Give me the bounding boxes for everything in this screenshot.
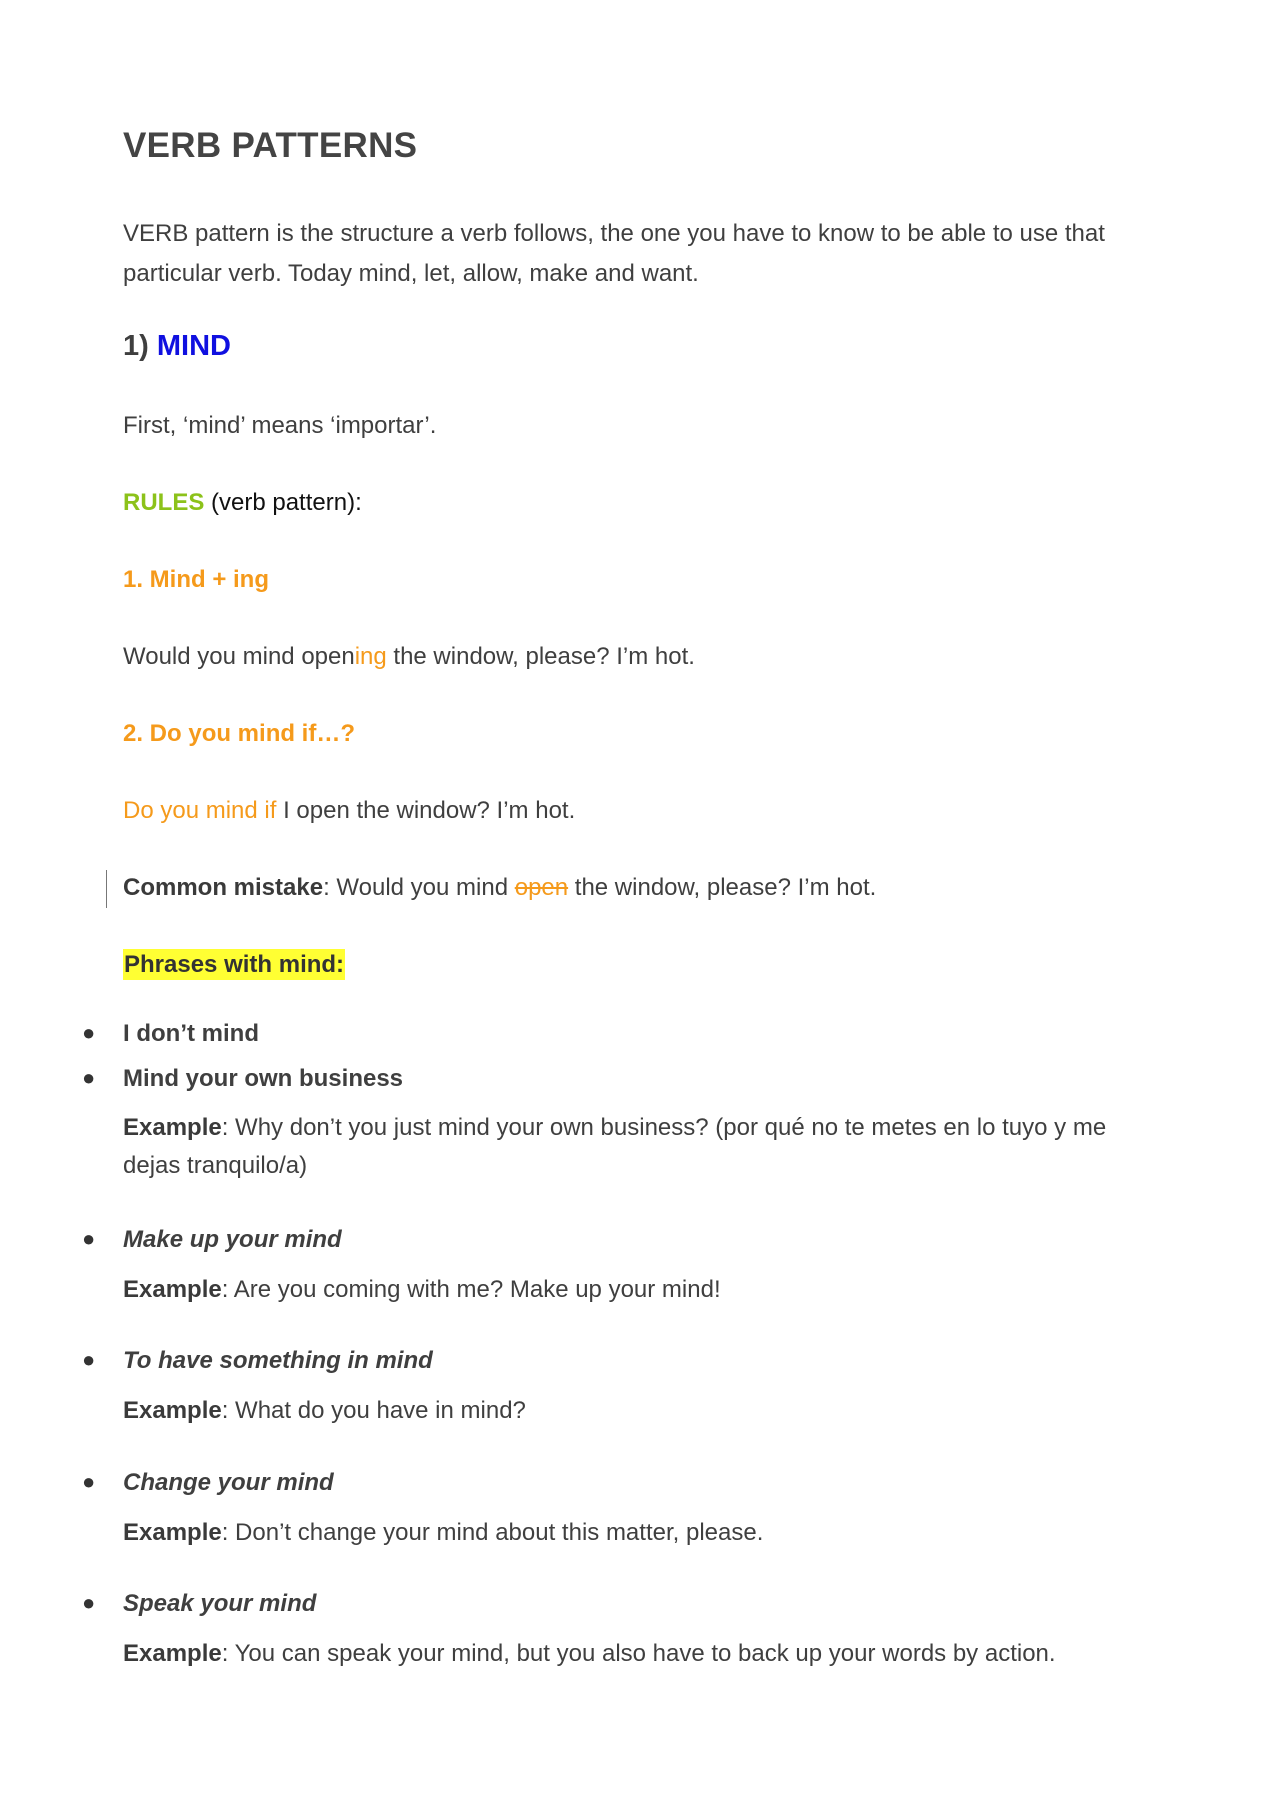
common-mistake-line bbox=[123, 872, 1133, 904]
mistake-label: Common mistake bbox=[123, 874, 324, 901]
bullet-icon: ● bbox=[82, 1590, 96, 1615]
phrase-title: I don’t mind bbox=[123, 1020, 259, 1047]
example-text: : Don’t change your mind about this matter, please. bbox=[221, 1519, 764, 1546]
example-text: : You can speak your mind, but you also have to back up your words by action. bbox=[221, 1640, 1056, 1667]
phrase-example bbox=[123, 1635, 1133, 1673]
example-label: Example bbox=[123, 1640, 222, 1667]
phrase-title: Make up your mind bbox=[123, 1226, 342, 1253]
rule1-sentence bbox=[123, 641, 1133, 673]
bullet-icon: ● bbox=[82, 1469, 96, 1494]
rules-line bbox=[123, 487, 1133, 519]
intro-paragraph: VERB pattern is the structure a verb follows, the one you have to know to be able to use that particular verb. Today mind, let, allow, make and want. bbox=[123, 220, 1105, 287]
definition-line: First, ‘mind’ means ‘importar’. bbox=[123, 412, 437, 439]
example-text: : Are you coming with me? Make up your mind! bbox=[221, 1276, 721, 1303]
rule2-heading: 2. Do you mind if…? bbox=[123, 720, 355, 747]
section-number: 1) bbox=[123, 330, 149, 362]
phrase-example bbox=[123, 1514, 1133, 1552]
rules-suffix: (verb pattern): bbox=[204, 489, 362, 516]
bullet-icon: ● bbox=[82, 1065, 96, 1090]
bullet-icon: ● bbox=[82, 1020, 96, 1045]
example-label: Example bbox=[123, 1519, 222, 1546]
example-label: Example bbox=[123, 1276, 222, 1303]
page-title: VERB PATTERNS bbox=[123, 126, 418, 165]
phrase-example bbox=[123, 1271, 1133, 1309]
rule2-sentence bbox=[123, 795, 1133, 827]
rule2-sentence-end: I open the window? I’m hot. bbox=[276, 797, 576, 824]
mistake-text-start: : Would you mind bbox=[323, 874, 515, 901]
phrase-title: To have something in mind bbox=[123, 1347, 433, 1374]
rule1-heading: 1. Mind + ing bbox=[123, 566, 270, 593]
phrase-title: Change your mind bbox=[123, 1469, 334, 1496]
example-label: Example bbox=[123, 1397, 222, 1424]
phrase-example bbox=[123, 1392, 1133, 1430]
example-text: : Why don’t you just mind your own business? (por qué no te metes en lo tuyo y me dejas tranquilo/a) bbox=[123, 1114, 1107, 1179]
phrase-title: Speak your mind bbox=[123, 1590, 317, 1617]
bullet-icon: ● bbox=[82, 1347, 96, 1372]
rule1-sentence-end: the window, please? I’m hot. bbox=[386, 643, 695, 670]
revision-bar bbox=[106, 870, 107, 908]
phrases-heading-line bbox=[123, 949, 1133, 981]
mistake-text-end: the window, please? I’m hot. bbox=[568, 874, 877, 901]
section-heading bbox=[123, 330, 1133, 363]
rules-label: RULES bbox=[123, 489, 205, 516]
example-text: : What do you have in mind? bbox=[221, 1397, 526, 1424]
rule1-sentence-start: Would you mind open bbox=[123, 643, 355, 670]
bullet-icon: ● bbox=[82, 1226, 96, 1251]
phrases-heading: Phrases with mind: bbox=[124, 951, 345, 978]
rule1-suffix-highlight: ing bbox=[354, 643, 387, 670]
rule2-highlight: Do you mind if bbox=[123, 797, 277, 824]
phrase-title: Mind your own business bbox=[123, 1065, 404, 1092]
phrase-example bbox=[123, 1109, 1133, 1185]
mistake-struck-word: open bbox=[514, 874, 569, 901]
section-word: MIND bbox=[156, 330, 231, 362]
example-label: Example bbox=[123, 1114, 222, 1141]
